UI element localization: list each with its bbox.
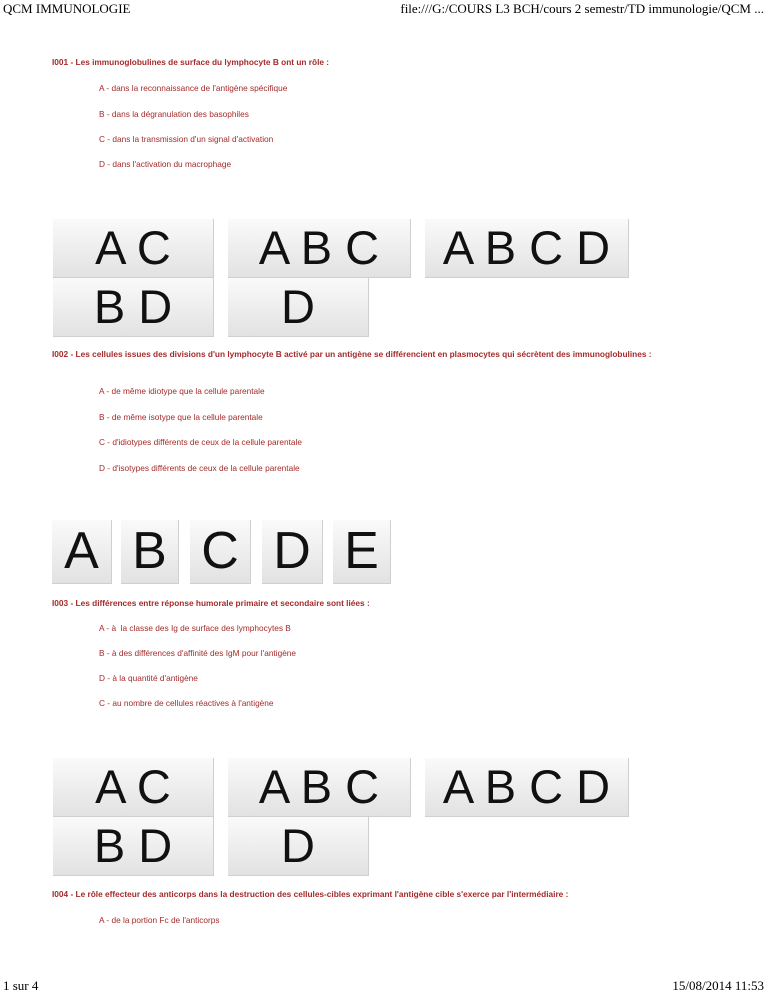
answer-tile-label: B D (93, 280, 173, 333)
answer-tile[interactable] (425, 758, 629, 817)
option-label: B - de même isotype que la cellule parentale (99, 412, 263, 422)
option-label: D - à la quantité d'antigène (99, 673, 198, 683)
answer-tile[interactable] (53, 219, 214, 278)
answer-tile[interactable] (228, 817, 369, 876)
answer-tile-label: D (281, 280, 315, 333)
answer-tile[interactable] (425, 219, 629, 278)
answer-tile-label: A C (95, 760, 171, 813)
answer-tile[interactable] (121, 520, 179, 584)
question-title: I001 - Les immunoglobulines de surface du lymphocyte B ont un rôle : (52, 57, 330, 67)
option-label: A - de même idiotype que la cellule parentale (99, 386, 265, 396)
answer-tile-label: A (64, 522, 99, 580)
page-number: 1 sur 4 (3, 978, 39, 993)
answer-tile[interactable] (53, 758, 214, 817)
answer-tile-label: A B C D (442, 221, 611, 274)
question-title: I004 - Le rôle effecteur des anticorps dans la destruction des cellules-cibles exprimant l'antigène cible s'exerce par l'intermédiaire : (52, 889, 569, 899)
option-label: C - d'idiotypes différents de ceux de la cellule parentale (99, 437, 302, 447)
answer-tile-label: A B C (258, 760, 380, 813)
answer-tile-label: D (281, 819, 315, 872)
question-title: I002 - Les cellules issues des divisions d'un lymphocyte B activé par un antigène se différencient en plasmocytes qui sécrètent des immunoglobulines : (52, 349, 652, 359)
answer-tile[interactable] (228, 278, 369, 337)
answer-tile-label: A B C (258, 221, 380, 274)
option-label: D - dans l'activation du macrophage (99, 159, 232, 169)
answer-tile[interactable] (228, 758, 411, 817)
answer-tile-label: B D (93, 819, 173, 872)
option-label: C - dans la transmission d'un signal d'activation (99, 134, 274, 144)
answer-tile[interactable] (262, 520, 323, 584)
print-datetime: 15/08/2014 11:53 (672, 978, 764, 993)
answer-tile-label: D (273, 522, 311, 580)
answer-tile-label: E (344, 522, 379, 580)
answer-tile[interactable] (53, 278, 214, 337)
option-label: D - d'isotypes différents de ceux de la cellule parentale (99, 463, 300, 473)
option-label: A - de la portion Fc de l'anticorps (99, 915, 220, 925)
answer-tile[interactable] (52, 520, 112, 584)
option-label: B - à des différences d'affinité des IgM pour l'antigène (99, 648, 297, 658)
answer-tile[interactable] (53, 817, 214, 876)
answer-tile-label: B (132, 522, 167, 580)
answer-tile-label: C (201, 522, 239, 580)
answer-tile[interactable] (333, 520, 391, 584)
answer-tile-label: A C (95, 221, 171, 274)
option-label: C - au nombre de cellules réactives à l'antigène (99, 698, 274, 708)
option-label: B - dans la dégranulation des basophiles (99, 109, 249, 119)
page-header-title: QCM IMMUNOLOGIE (3, 1, 131, 16)
option-label: A - dans la reconnaissance de l'antigène spécifique (99, 83, 288, 93)
question-title: I003 - Les différences entre réponse humorale primaire et secondaire sont liées : (52, 598, 370, 608)
answer-tile[interactable] (190, 520, 251, 584)
option-label: A - à la classe des Ig de surface des lymphocytes B (99, 623, 291, 633)
page-header-url: file:///G:/COURS L3 BCH/cours 2 semestr/TD immunologie/QCM ... (400, 1, 764, 16)
answer-tile[interactable] (228, 219, 411, 278)
answer-tile-label: A B C D (442, 760, 611, 813)
